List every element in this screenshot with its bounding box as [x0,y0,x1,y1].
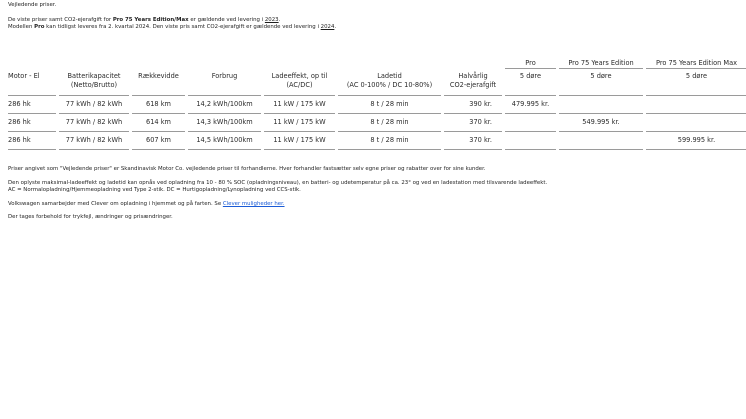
cell-75-years-max-doors: 599.995 kr. [646,132,746,150]
table-row [8,96,746,114]
intro-pro-prefix: Modellen [8,24,35,30]
cell-charge-time: 8 t / 28 min [338,96,441,114]
note-pricing: Priser angivet som "Vejledende priser" er Skandinavisk Motor Co. vejledende priser til forhandlerne. Hver forhandler fastsætter selv egne priser og rabatter over for sine kunder. [8,166,486,172]
intro-delivery-model: Pro 75 Years Edition/Max [112,17,189,23]
note-clever-text: Volkswagen samarbejder med Clever om opladning i hjemmet og på farten. Se [8,201,223,207]
note-charging: Den oplyste maksimal-ladeeffekt og ladetid kan opnås ved opladning fra 10 - 80 % SOC (opladningsniveau), en batteri- og udetemperatur på ca. 23° og ved en ladestation med tilsvarende ladeeffekt. [8,180,548,186]
price-table [5,54,746,150]
intro-delivery-mid: er gældende ved levering i [188,17,265,23]
variant-header-75-years-max: Pro 75 Years Edition Max [646,54,746,69]
column-header-range: Rækkevidde [132,69,185,96]
intro-delivery-note [8,17,280,24]
column-header-charge-time: Ladetid (AC 0-100% / DC 10-80%) [338,69,441,96]
cell-consumption: 14,5 kWh/100km [188,132,261,150]
cell-charge-time: 8 t / 28 min [338,132,441,150]
cell-consumption: 14,3 kWh/100km [188,114,261,132]
cell-range: 618 km [132,96,185,114]
column-header-charge-power: Ladeeffekt, op til (AC/DC) [264,69,335,96]
intro-pro-year: 2024 [320,24,335,30]
cell-range: 607 km [132,132,185,150]
intro-pro-note [8,24,336,31]
intro-pro-model: Pro [34,24,45,30]
note-disclaimer: Der tages forbehold for trykfejl, ændringer og prisændringer. [8,214,173,220]
intro-pro-mid: kan tidligst leveres fra 2. kvartal 2024. Den viste pris samt CO2-ejerafgift er gældende ved levering i [44,24,321,30]
table-row [8,132,746,150]
intro-delivery-year: 2023 [264,17,279,23]
variant-header-75-years: Pro 75 Years Edition [559,54,643,69]
column-header-co2-tax: Halvårlig CO2-ejerafgift [444,69,502,96]
cell-75-years-doors [559,96,643,114]
cell-motor: 286 hk [8,96,56,114]
intro-title: Vejledende priser. [8,2,57,8]
cell-motor: 286 hk [8,132,56,150]
note-clever [8,201,285,208]
intro-delivery-end: . [278,17,281,23]
column-header-pro-doors: 5 døre [505,69,556,96]
column-header-75-years-max-doors: 5 døre [646,69,746,96]
column-header-75-years-doors: 5 døre [559,69,643,96]
variant-header-row [8,54,746,69]
price-rows [8,96,746,150]
variant-header-pro: Pro [505,54,556,69]
cell-75-years-max-doors [646,114,746,132]
column-header-motor: Motor - El [8,69,56,96]
column-header-battery: Batterikapacitet (Netto/Brutto) [59,69,129,96]
cell-75-years-doors [559,132,643,150]
cell-75-years-max-doors [646,96,746,114]
clever-link[interactable]: Clever muligheder her. [222,201,285,207]
cell-battery: 77 kWh / 82 kWh [59,114,129,132]
cell-pro-doors [505,114,556,132]
cell-battery: 77 kWh / 82 kWh [59,96,129,114]
cell-pro-doors: 479.995 kr. [505,96,556,114]
cell-range: 614 km [132,114,185,132]
cell-co2-tax: 390 kr. [444,96,502,114]
table-row [8,114,746,132]
cell-pro-doors [505,132,556,150]
intro-delivery-prefix: De viste priser samt CO2-ejerafgift for [8,17,113,23]
note-ac-dc: AC = Normalopladning/Hjemmeopladning ved Type 2-stik. DC = Hurtigopladning/Lynopladning ved CCS-stik. [8,187,301,193]
cell-charge-time: 8 t / 28 min [338,114,441,132]
column-header-consumption: Forbrug [188,69,261,96]
cell-charge-power: 11 kW / 175 kW [264,132,335,150]
column-header-row [8,69,746,96]
variant-header-spacer [8,54,502,69]
cell-consumption: 14,2 kWh/100km [188,96,261,114]
cell-75-years-doors: 549.995 kr. [559,114,643,132]
cell-co2-tax: 370 kr. [444,132,502,150]
cell-battery: 77 kWh / 82 kWh [59,132,129,150]
cell-motor: 286 hk [8,114,56,132]
cell-charge-power: 11 kW / 175 kW [264,96,335,114]
cell-co2-tax: 370 kr. [444,114,502,132]
intro-pro-end: . [334,24,337,30]
cell-charge-power: 11 kW / 175 kW [264,114,335,132]
